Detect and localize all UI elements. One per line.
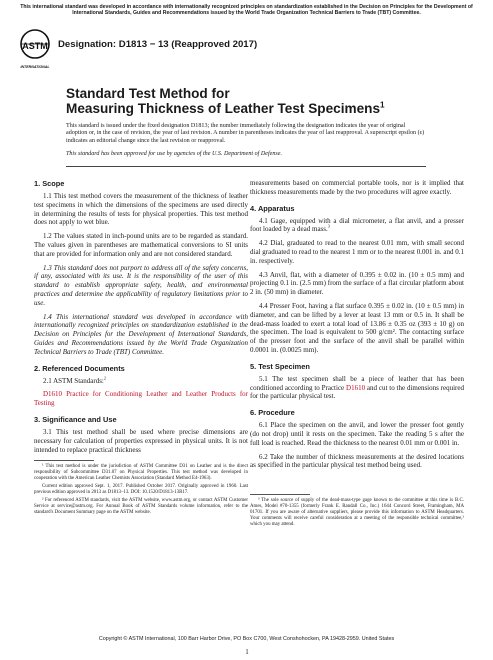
- para-5-1: [250, 375, 464, 401]
- para-4-4: 4.4 Presser Foot, having a flat surface 0.395 ± 0.02 in. (10 ± 0.5 mm) in diameter, and can be lifted by a lever at least 13 mm or 0.5 in. It shall be dead-mass loaded to exert a total load of 13.86 ± 0.35 oz (393 ± 10 g) on the specimen. The load is equivalent to 500 g/cm². The contacting surface of the presser foot and the surface of the anvil shall be parallel within 0.0001 in. (0.0025 mm).: [250, 301, 464, 354]
- logo-text: ASTM: [22, 41, 48, 51]
- para-1-4: 1.4 This international standard was developed in accordance with internationally recognized principles on standardization established in the Decision on Principles for the Development of International Standards, Guides and Recommendations issued by the World Trade Organization Technical Barriers to Trade (TBT) Committee.: [34, 312, 248, 356]
- title-line-2: Measuring Thickness of Leather Test Specimens: [66, 101, 381, 116]
- footnote-3: ³ The sole source of supply of the dead-mass-type gage known to the committee at this time is B.C. Ames, Model #70-1355 (formerly Frank E. Randall Co., Inc.) 1644 Concord Street, Framingham, MA 01701. If you are aware of alternative suppliers, please provide this information to ASTM Headquarters. Your comments will receive careful consideration at a meeting of the responsible technical committee,¹ which you may attend.: [250, 497, 464, 527]
- para-4-1-text: 4.1 Gage, equipped with a dial micrometer, a flat anvil, and a presser foot loaded by a dead mass.: [250, 216, 464, 234]
- para-1-1: 1.1 This test method covers the measurement of the thickness of leather test specimens in which the dimensions of the specimens are used directly in determining the results of tests for physical properties. This test method does not apply to wet blue.: [34, 192, 248, 227]
- section-apparatus-heading: 4. Apparatus: [250, 203, 295, 213]
- defense-approval-note: This standard has been approved for use by agencies of the U.S. Department of Defense.: [66, 150, 283, 157]
- document-header: [18, 28, 478, 76]
- title-line-1: Standard Test Method for: [66, 86, 230, 101]
- footnote-1-edition: Current edition approved Sept. 1, 2017. Published October 2017. Originally approved in 1960. Last previous edition approved in 2013 as D1813–13. DOI: 10.1520/D1813-13R17.: [34, 483, 248, 495]
- astm-logo: [18, 28, 52, 72]
- footnote-marker-2: 2: [103, 375, 106, 381]
- para-3-1: 3.1 This test method shall be used where precise dimensions are necessary for calculation of properties expressed in physical units. It is not intended to replace practical thickness: [34, 427, 248, 454]
- left-column: [34, 172, 248, 518]
- para-2-1: [34, 377, 248, 386]
- para-4-2: 4.2 Dial, graduated to read to the nearest 0.01 mm, with small second dial graduated to read to the nearest 1 mm or to the nearest 0.001 in. and 0.1 in. respectively.: [250, 239, 464, 265]
- para-1-3: 1.3 This standard does not purport to address all of the safety concerns, if any, associated with its use. It is the responsibility of the user of this standard to establish appropriate safety, health, and environmental practices and determine the applicability of regulatory limitations prior to use.: [34, 263, 248, 307]
- footnote-2: ² For referenced ASTM standards, visit the ASTM website, www.astm.org, or contact ASTM Customer Service at service@astm.org. For Annual Book of ASTM Standards volume information, refer to the standard's Document Summary page on the ASTM website.: [34, 497, 248, 515]
- reference-title: Practice for Conditioning Leather and Leather Products for Testing: [34, 390, 248, 408]
- para-5-1-text-b: and cut to the dimensions required for the particular physical test.: [250, 383, 464, 401]
- reference-link-d1610[interactable]: D1610: [43, 390, 63, 399]
- para-4-1: [250, 217, 464, 235]
- para-6-2: 6.2 Take the number of thickness measurements at the desired locations as specified in the particular physical test method being used.: [250, 452, 464, 470]
- para-5-1-text-a: 5.1 The test specimen shall be a piece of leather that has been conditioned according to Practice: [250, 374, 464, 392]
- section-referenced-documents-heading: 2. Referenced Documents: [34, 363, 125, 373]
- copyright-footer: Copyright © ASTM International, 100 Barr Harbor Drive, PO Box C700, West Conshohocken, PA 19428-2959. United States: [98, 636, 395, 642]
- para-1-2: 1.2 The values stated in inch-pound units are to be regarded as standard. The values given in parentheses are mathematical conversions to SI units that are provided for information only and are not considered standard.: [34, 232, 248, 258]
- right-column: [250, 172, 464, 530]
- reference-d1610: [34, 390, 248, 408]
- section-significance-heading: 3. Significance and Use: [34, 414, 117, 424]
- designation: Designation: D1813 − 13 (Reapproved 2017): [58, 39, 258, 50]
- title-footnote-marker: 1: [380, 100, 385, 110]
- footnote-divider-right: [250, 494, 310, 495]
- document-title: [66, 86, 426, 116]
- para-3-1-continued: measurements based on commercial portable tools, nor is it implied that thickness measurements made by the two procedures will agree exactly.: [250, 179, 464, 196]
- section-test-specimen-heading: 5. Test Specimen: [250, 361, 310, 371]
- footnote-1: ¹ This test method is under the jurisdiction of ASTM Committee D31 on Leather and is the direct responsibility of Subcommittee D31.07 on Physical Properties. This test method was developed in cooperation with the American Leather Chemists Association (Standard Method E4-1963).: [34, 463, 248, 481]
- para-4-3: 4.3 Anvil, flat, with a diameter of 0.395 ± 0.02 in. (10 ± 0.5 mm) and projecting 0.1 in. (2.5 mm) from the surface of a flat circular platform about 2 in. (50 mm) in diameter.: [250, 270, 464, 297]
- international-standard-note: This international standard was developed in accordance with internationally recognized principles on standardization established in the Decision on Principles for the Development of International Standards, Guides and Recommendations issued by the World Trade Organization Technical Barriers to Trade (TBT) Committee.: [20, 4, 473, 17]
- logo-subtext: INTERNATIONAL: [20, 65, 50, 69]
- footnote-marker-3: 3: [327, 224, 330, 230]
- section-scope-heading: 1. Scope: [34, 179, 65, 188]
- intro-divider: [66, 166, 426, 167]
- practice-link-d1610[interactable]: D1610: [346, 383, 366, 392]
- footnotes-left: [34, 464, 248, 516]
- footnotes-right: [250, 498, 464, 528]
- page-number: 1: [245, 648, 249, 656]
- para-2-1-text: 2.1 ASTM Standards:: [43, 376, 104, 385]
- para-6-1: 6.1 Place the specimen on the anvil, and lower the presser foot gently (do not drop) until it rests on the specimen. Take the reading 5 s after the full load is reached. Read the thickness to the nearest 0.01 mm or 0.001 in.: [250, 421, 464, 447]
- standard-intro: [66, 123, 426, 161]
- footnote-divider: [34, 460, 94, 461]
- intro-text: This standard is issued under the fixed designation D1813; the number immediately following the designation indicates the year of original adoption or, in the case of revision, the year of last revision. A number in parentheses indicates the year of last reapproval. A superscript epsilon (ε) indicates an editorial change since the last revision or reapproval.: [66, 123, 425, 144]
- section-procedure-heading: 6. Procedure: [250, 408, 295, 418]
